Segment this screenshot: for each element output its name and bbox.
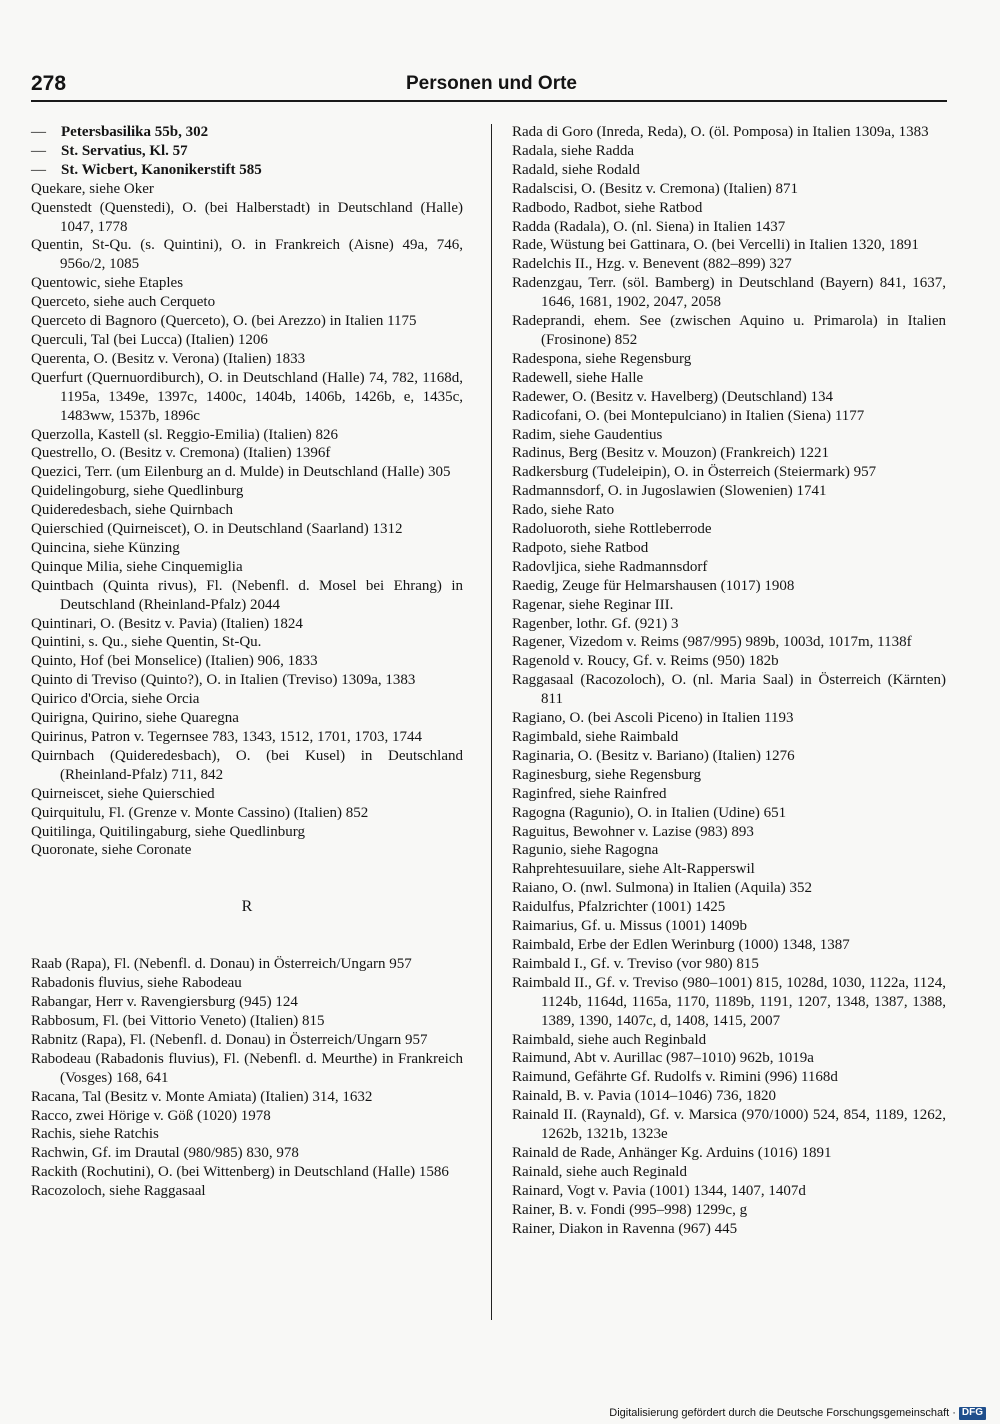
index-entry [31,1107,463,1126]
index-entry [512,199,946,218]
index-entry [512,936,946,955]
index-entry [31,123,463,142]
entry-text: Rabodeau (Rabadonis fluvius), Fl. (Nebenfl. d. Meurthe) in Frankreich (Vosges) 168, 641 [31,1050,463,1086]
entry-text: Questrello, O. (Besitz v. Cremona) (Italien) 1396f [31,445,331,462]
continuation-dash: — [31,161,46,178]
index-entry [512,615,946,634]
entry-text: Radespona, siehe Regensburg [512,350,692,367]
entry-text: Querceto, siehe auch Cerqueto [31,294,216,311]
index-entry [31,274,463,293]
entry-text: Quintbach (Quinta rivus), Fl. (Nebenfl. d. Mosel bei Ehrang) in Deutschland (Rheinland-Pfalz) 2044 [31,577,463,613]
index-entry [31,501,463,520]
index-entry [512,407,946,426]
index-entry [512,1220,946,1239]
dfg-logo: DFG [959,1407,986,1420]
index-entry [512,180,946,199]
index-entry [31,426,463,445]
index-entry [512,917,946,936]
entry-text: Rahprehtesuuilare, siehe Alt-Rapperswil [512,861,755,878]
entry-text: Rainer, B. v. Fondi (995–998) 1299c, g [512,1201,748,1218]
entry-text: Rachwin, Gf. im Drautal (980/985) 830, 978 [31,1145,299,1162]
index-entry [31,709,463,728]
entry-text: Petersbasilika 55b, 302 [61,124,209,140]
index-entry [31,690,463,709]
index-entry [512,577,946,596]
index-entry [31,539,463,558]
index-entry [31,633,463,652]
entry-text: Radald, siehe Rodald [512,161,640,178]
index-entry [512,369,946,388]
entry-text: Ragener, Vizedom v. Reims (987/995) 989b, 1003d, 1017m, 1138f [512,634,912,651]
entry-text: Ragenber, lothr. Gf. (921) 3 [512,615,679,632]
index-entry [31,369,463,426]
index-entry [31,331,463,350]
index-entry [31,180,463,199]
index-entry [512,860,946,879]
index-entry [512,520,946,539]
column-divider [491,124,492,1320]
index-entry [512,558,946,577]
index-entry [31,350,463,369]
index-entry [31,1182,463,1201]
running-title: Personen und Orte [405,73,577,94]
index-entry [512,1201,946,1220]
left-column [31,123,463,1201]
entry-text: Rabbosum, Fl. (bei Vittorio Veneto) (Italien) 815 [31,1012,325,1029]
index-entry [31,823,463,842]
entry-text: Rackith (Rochutini), O. (bei Wittenberg) in Deutschland (Halle) 1586 [31,1164,449,1181]
index-entry [31,463,463,482]
index-entry [512,312,946,350]
entry-text: St. Servatius, Kl. 57 [61,142,188,159]
index-entry [512,823,946,842]
entry-text: Raab (Rapa), Fl. (Nebenfl. d. Donau) in Österreich/Ungarn 957 [31,956,412,973]
index-entry [512,747,946,766]
index-entry [31,199,463,237]
entry-text: Quekare, siehe Oker [31,180,154,197]
index-entry [31,993,463,1012]
index-entry [31,841,463,860]
entry-text: Rada di Goro (Inreda, Reda), O. (öl. Pomposa) in Italien 1309a, 1383 [512,124,929,140]
entry-text: Quentowic, siehe Etaples [31,275,184,292]
entry-text: Quintinari, O. (Besitz v. Pavia) (Italien) 1824 [31,615,303,632]
index-entry [512,1106,946,1144]
entry-text: Ragenold v. Roucy, Gf. v. Reims (950) 182b [512,653,779,670]
entry-text: Quinque Milia, siehe Cinquemiglia [31,558,243,575]
index-entry [512,539,946,558]
entry-text: Radeprandi, ehem. See (zwischen Aquino u. Primarola) in Italien (Frosinone) 852 [512,313,946,348]
index-entry [512,898,946,917]
index-entry [31,312,463,331]
entry-text: Rado, siehe Rato [512,502,615,519]
entry-text: Raguitus, Bewohner v. Lazise (983) 893 [512,823,754,840]
footer-text: Digitalisierung gefördert durch die Deutsche Forschungsgemeinschaft [609,1407,950,1419]
entry-text: Raginaria, O. (Besitz v. Bariano) (Italien) 1276 [512,747,795,764]
index-entry [31,1031,463,1050]
entry-text: Radelchis II., Hzg. v. Benevent (882–899) 327 [512,256,792,273]
entry-text: Quirigna, Quirino, siehe Quaregna [31,710,239,727]
entry-text: Radovljica, siehe Radmannsdorf [512,558,708,575]
index-entry [31,1163,463,1182]
entry-text: Quitilinga, Quitilingaburg, siehe Quedlinburg [31,823,305,840]
entry-text: Rabadonis fluvius, siehe Rabodeau [31,975,242,992]
index-entry [512,426,946,445]
entry-text: Radewell, siehe Halle [512,369,644,386]
entry-text: Quincina, siehe Künzing [31,539,180,556]
index-entry [512,236,946,255]
index-entry [512,841,946,860]
entry-text: Rainald, siehe auch Reginald [512,1163,687,1180]
index-entry [31,747,463,785]
entry-text: Quideredesbach, siehe Quirnbach [31,502,234,519]
index-entry [31,520,463,539]
index-entry [512,463,946,482]
entry-text: Quentin, St-Qu. (s. Quintini), O. in Frankreich (Aisne) 49a, 746, 956o/2, 1085 [31,237,463,273]
index-entry [512,1068,946,1087]
entry-text: Radda (Radala), O. (nl. Siena) in Italien 1437 [512,218,786,235]
entry-text: Raggasaal (Racozoloch), O. (nl. Maria Saal) in Österreich (Kärnten) 811 [512,672,946,708]
entry-text: Raginfred, siehe Rainfred [512,785,667,802]
entry-text: St. Wicbert, Kanonikerstift 585 [61,161,262,178]
index-entry [512,1163,946,1182]
left-entries-r [31,955,463,1201]
index-entry [31,558,463,577]
index-entry [31,1050,463,1088]
index-entry [31,615,463,634]
index-entry [512,974,946,1031]
index-entry [512,652,946,671]
entry-text: Quinto di Treviso (Quinto?), O. in Italien (Treviso) 1309a, 1383 [31,672,416,689]
entry-text: Radkersburg (Tudeleipin), O. in Österreich (Steiermark) 957 [512,464,877,481]
index-entry [31,482,463,501]
index-entry [31,671,463,690]
index-entry [31,293,463,312]
entry-text: Quezici, Terr. (um Eilenburg an d. Mulde) in Deutschland (Halle) 305 [31,464,451,481]
index-entry [31,142,463,161]
index-entry [512,161,946,180]
entry-text: Raidulfus, Pfalzrichter (1001) 1425 [512,899,726,916]
entry-text: Quenstedt (Quenstedi), O. (bei Halberstadt) in Deutschland (Halle) 1047, 1778 [31,199,463,235]
index-entry [512,728,946,747]
entry-text: Radenzgau, Terr. (söl. Bamberg) in Deutschland (Bayern) 841, 1637, 1646, 1681, 1902, 2047, 2058 [512,275,946,311]
entry-text: Quirneiscet, siehe Quierschied [31,785,215,802]
entry-text: Radala, siehe Radda [512,142,635,159]
index-entry [512,123,946,142]
entry-text: Ragunio, siehe Ragogna [512,842,659,859]
entry-text: Ragenar, siehe Reginar III. [512,596,674,613]
entry-text: Rainald, B. v. Pavia (1014–1046) 736, 1820 [512,1088,777,1105]
index-entry [31,955,463,974]
entry-text: Quirquitulu, Fl. (Grenze v. Monte Cassino) (Italien) 852 [31,804,369,821]
right-entries [512,123,946,1238]
entry-text: Quintini, s. Qu., siehe Quentin, St-Qu. [31,634,262,651]
section-letter: R [241,898,253,916]
entry-text: Querenta, O. (Besitz v. Verona) (Italien) 1833 [31,350,306,367]
entry-text: Querfurt (Quernuordiburch), O. in Deutschland (Halle) 74, 782, 1168d, 1195a, 1349e, 1397c, 1400c, 1404b, 1406b, 1426b, e, 1435c, 1483ww, 1537b, 1896c [31,369,463,424]
entry-text: Raimund, Gefährte Gf. Rudolfs v. Rimini (996) 1168d [512,1069,838,1086]
index-entry [512,444,946,463]
index-entry [512,879,946,898]
index-entry [512,955,946,974]
index-entry [31,444,463,463]
entry-text: Raiano, O. (nwl. Sulmona) in Italien (Aquila) 352 [512,880,812,897]
entry-text: Raginesburg, siehe Regensburg [512,766,702,783]
index-entry [31,161,463,180]
entry-text: Ragimbald, siehe Raimbald [512,729,679,745]
page-header [31,70,947,102]
entry-text: Radmannsdorf, O. in Jugoslawien (Slowenien) 1741 [512,483,827,500]
index-entry [512,633,946,652]
entry-text: Querculi, Tal (bei Lucca) (Italien) 1206 [31,331,268,348]
entry-text: Racana, Tal (Besitz v. Monte Amiata) (Italien) 314, 1632 [31,1088,373,1105]
index-entry [512,1087,946,1106]
entry-text: Radalscisi, O. (Besitz v. Cremona) (Italien) 871 [512,180,799,197]
index-entry [512,1049,946,1068]
index-entry [512,1144,946,1163]
index-entry [512,255,946,274]
index-entry [512,388,946,407]
index-entry [31,728,463,747]
entry-text: Radicofani, O. (bei Montepulciano) in Italien (Siena) 1177 [512,407,865,424]
entry-text: Ragogna (Ragunio), O. in Italien (Udine) 651 [512,804,787,821]
continuation-dash: — [31,124,46,140]
index-entry [512,671,946,709]
index-entry [31,1125,463,1144]
entry-text: Ragiano, O. (bei Ascoli Piceno) in Italien 1193 [512,710,794,727]
entry-text: Racco, zwei Hörige v. Göß (1020) 1978 [31,1107,271,1124]
index-entry [31,1088,463,1107]
page-number: 278 [31,72,67,95]
entry-text: Rabangar, Herr v. Ravengiersburg (945) 124 [31,994,298,1011]
index-entry [31,1012,463,1031]
continuation-dash: — [31,142,46,159]
entry-text: Quinto, Hof (bei Monselice) (Italien) 906, 1833 [31,653,318,670]
entry-text: Quirico d'Orcia, siehe Orcia [31,691,200,708]
entry-text: Quoronate, siehe Coronate [31,842,192,859]
index-entry [31,804,463,823]
index-entry [31,785,463,804]
entry-text: Quidelingoburg, siehe Quedlinburg [31,483,244,500]
index-entry [31,236,463,274]
index-entry [512,350,946,369]
entry-text: Raimbald I., Gf. v. Treviso (vor 980) 815 [512,955,759,972]
entry-text: Rachis, siehe Ratchis [31,1126,159,1143]
entry-text: Rainard, Vogt v. Pavia (1001) 1344, 1407, 1407d [512,1182,806,1199]
entry-text: Raimarius, Gf. u. Missus (1001) 1409b [512,918,747,935]
entry-text: Racozoloch, siehe Raggasaal [31,1183,206,1200]
index-entry [512,482,946,501]
entry-text: Radim, siehe Gaudentius [512,426,663,443]
entry-text: Querzolla, Kastell (sl. Reggio-Emilia) (Italien) 826 [31,426,338,443]
entry-text: Raimbald, Erbe der Edlen Werinburg (1000) 1348, 1387 [512,936,850,953]
index-entry [512,501,946,520]
entry-text: Raimbald, siehe auch Reginbald [512,1031,707,1048]
entry-text: Quirnbach (Quideredesbach), O. (bei Kusel) in Deutschland (Rheinland-Pfalz) 711, 842 [31,747,463,783]
index-entry [512,274,946,312]
entry-text: Quirinus, Patron v. Tegernsee 783, 1343, 1512, 1701, 1703, 1744 [31,729,422,745]
index-entry [31,577,463,615]
entry-text: Radewer, O. (Besitz v. Havelberg) (Deutschland) 134 [512,388,833,405]
index-entry [512,1182,946,1201]
footer: Digitalisierung gefördert durch die Deutsche Forschungsgemeinschaft · DFG [609,1406,986,1420]
entry-text: Querceto di Bagnoro (Querceto), O. (bei Arezzo) in Italien 1175 [31,313,417,330]
entry-text: Rainald de Rade, Anhänger Kg. Arduins (1016) 1891 [512,1144,832,1161]
entry-text: Radoluoroth, siehe Rottleberrode [512,521,712,538]
index-entry [31,974,463,993]
entry-text: Radbodo, Radbot, siehe Ratbod [512,199,703,216]
index-entry [512,218,946,237]
entry-text: Rabnitz (Rapa), Fl. (Nebenfl. d. Donau) in Österreich/Ungarn 957 [31,1031,428,1048]
index-entry [512,766,946,785]
entry-text: Quierschied (Quirneiscet), O. in Deutschland (Saarland) 1312 [31,521,403,538]
index-entry [512,1031,946,1050]
index-entry [512,596,946,615]
index-entry [512,785,946,804]
index-entry [512,709,946,728]
index-entry [31,652,463,671]
left-entries [31,123,463,860]
index-entry [512,804,946,823]
entry-text: Rade, Wüstung bei Gattinara, O. (bei Vercelli) in Italien 1320, 1891 [512,237,919,254]
entry-text: Raimbald II., Gf. v. Treviso (980–1001) 815, 1028d, 1030, 1122a, 1124, 1124b, 1164d, 1165a, 1170, 1189b, 1191, 1207, 1348, 1387, 1388, 1389, 1390, 1407c, d, 1408, 1415, 2007 [512,974,946,1029]
entry-text: Raedig, Zeuge für Helmarshausen (1017) 1908 [512,577,795,594]
entry-text: Rainer, Diakon in Ravenna (967) 445 [512,1220,738,1237]
entry-text: Radinus, Berg (Besitz v. Mouzon) (Frankreich) 1221 [512,445,830,462]
right-column [512,123,946,1238]
entry-text: Rainald II. (Raynald), Gf. v. Marsica (970/1000) 524, 854, 1189, 1262, 1262b, 1321b, 1323e [512,1107,946,1143]
index-entry [31,1144,463,1163]
entry-text: Raimund, Abt v. Aurillac (987–1010) 962b, 1019a [512,1050,814,1067]
entry-text: Radpoto, siehe Ratbod [512,539,649,556]
index-entry [512,142,946,161]
